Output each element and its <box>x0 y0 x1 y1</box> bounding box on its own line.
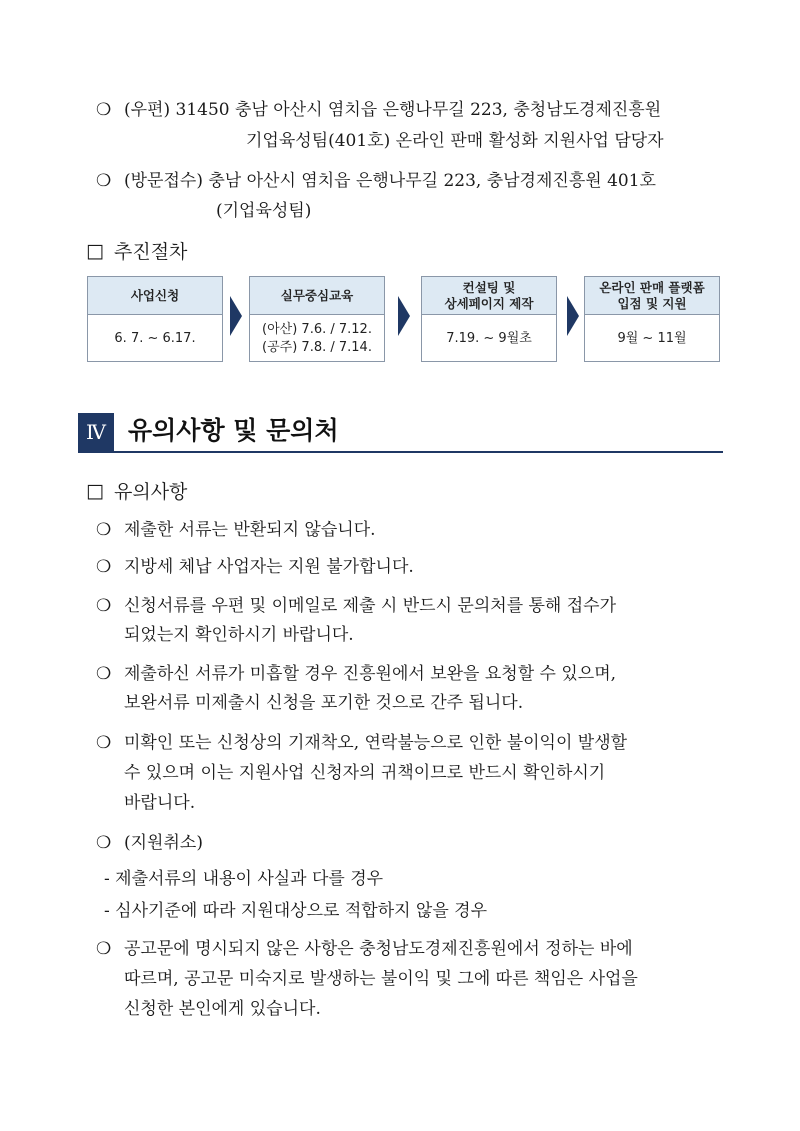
bullet-circle-icon: ❍ <box>96 596 112 616</box>
visit-address-line-2: (기업육성팀) <box>216 201 312 221</box>
bullet-circle-icon: ❍ <box>96 664 112 684</box>
bullet-circle-icon: ❍ <box>96 733 112 753</box>
notes-heading: 유의사항 <box>114 481 188 503</box>
bullet-circle-icon: ❍ <box>96 939 112 959</box>
flow-arrow-icon <box>567 296 579 336</box>
postal-address-line-2: 기업육성팀(401호) 온라인 판매 활성화 지원사업 담당자 <box>246 131 664 151</box>
note-item: 제출한 서류는 반환되지 않습니다. <box>124 520 376 540</box>
note-subitem: - 심사기준에 따라 지원대상으로 적합하지 않을 경우 <box>104 901 488 921</box>
step-date: (아산) 7.6. / 7.12. (공주) 7.8. / 7.14. <box>262 322 372 355</box>
procedure-step-training <box>249 276 385 362</box>
note-item-cont: 신청한 본인에게 있습니다. <box>124 999 321 1019</box>
note-item: 제출하신 서류가 미흡할 경우 진흥원에서 보완을 요청할 수 있으며, <box>124 664 617 684</box>
procedure-heading: 추진절차 <box>114 241 188 263</box>
step-date: 6. 7. ~ 6.17. <box>114 331 196 346</box>
bullet-circle-icon: ❍ <box>96 520 112 540</box>
bullet-circle-icon: ❍ <box>96 171 112 191</box>
procedure-step-consulting <box>421 276 557 362</box>
bullet-circle-icon: ❍ <box>96 833 112 853</box>
flow-arrow-icon <box>230 296 242 336</box>
note-item: (지원취소) <box>124 833 203 853</box>
section-title: 유의사항 및 문의처 <box>128 416 339 445</box>
note-item-cont: 되었는지 확인하시기 바랍니다. <box>124 625 354 645</box>
visit-address-line: (방문접수) 충남 아산시 염치읍 은행나무길 223, 충남경제진흥원 401호 <box>124 171 656 191</box>
square-bullet-icon: □ <box>86 240 104 262</box>
note-item-cont: 따르며, 공고문 미숙지로 발생하는 불이익 및 그에 따른 책임은 사업을 <box>124 969 638 989</box>
note-item-cont: 수 있으며 이는 지원사업 신청자의 귀책이므로 반드시 확인하시기 <box>124 763 606 783</box>
section-number-badge: Ⅳ <box>78 413 114 451</box>
note-item: 지방세 체납 사업자는 지원 불가합니다. <box>124 557 414 577</box>
flow-arrow-icon <box>398 296 410 336</box>
postal-address-line: (우편) 31450 충남 아산시 염치읍 은행나무길 223, 충청남도경제진흥원 <box>124 100 662 120</box>
bullet-circle-icon: ❍ <box>96 100 112 120</box>
step-title: 실무중심교육 <box>250 277 384 315</box>
step-date: 9월 ~ 11월 <box>617 331 687 346</box>
note-item: 미확인 또는 신청상의 기재착오, 연락불능으로 인한 불이익이 발생할 <box>124 733 628 753</box>
note-item-cont: 보완서류 미제출시 신청을 포기한 것으로 간주 됩니다. <box>124 693 524 713</box>
note-item: 공고문에 명시되지 않은 사항은 충청남도경제진흥원에서 정하는 바에 <box>124 939 633 959</box>
step-date: 7.19. ~ 9월초 <box>446 331 532 346</box>
note-item-cont: 바랍니다. <box>124 793 196 813</box>
square-bullet-icon: □ <box>86 480 104 502</box>
step-title: 컨설팅 및 상세페이지 제작 <box>422 277 556 315</box>
note-subitem: - 제출서류의 내용이 사실과 다를 경우 <box>104 869 384 889</box>
procedure-step-platform <box>584 276 720 362</box>
note-item: 신청서류를 우편 및 이메일로 제출 시 반드시 문의처를 통해 접수가 <box>124 596 617 616</box>
section-divider <box>78 451 723 453</box>
step-title: 사업신청 <box>88 277 222 315</box>
step-title: 온라인 판매 플랫폼 입점 및 지원 <box>585 277 719 315</box>
bullet-circle-icon: ❍ <box>96 557 112 577</box>
procedure-step-application <box>87 276 223 362</box>
